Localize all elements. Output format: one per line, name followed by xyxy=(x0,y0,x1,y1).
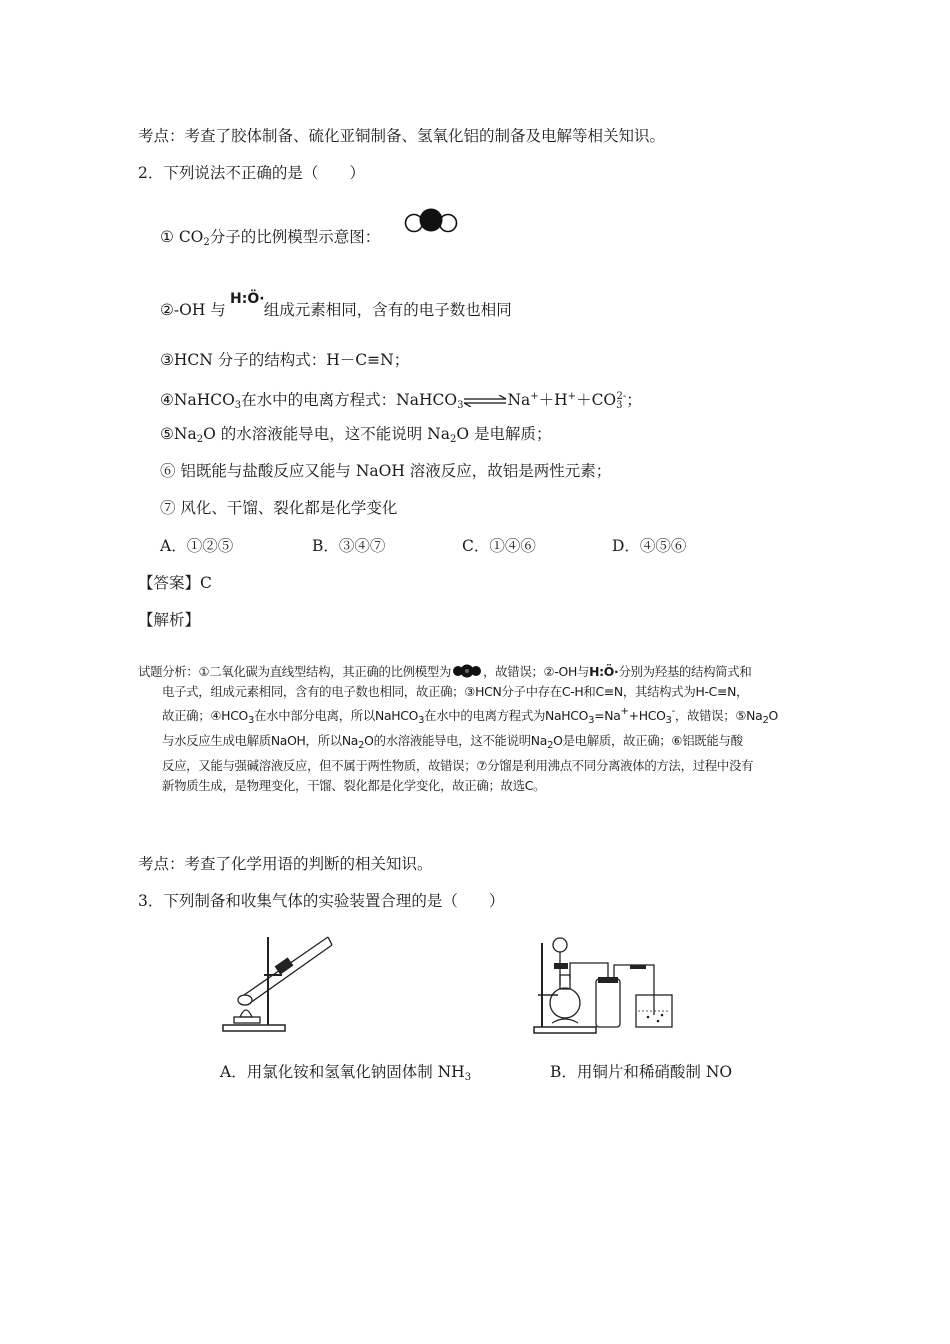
item4-sub1: 3 xyxy=(234,400,242,411)
q2-item-4 xyxy=(160,387,642,416)
analysis-l3s4: 3 xyxy=(665,715,672,726)
analysis-l3f: ，故错误；⑤Na xyxy=(674,708,763,723)
caption-b: B．用铜片和稀硝酸制 NO xyxy=(550,1063,733,1081)
analysis-text xyxy=(138,662,778,796)
analysis-line-5: 反应，又能与强碱溶液反应，但不属于两性物质，故错误；⑦分馏是利用沸点不同分离液体的方法，过程中没有 xyxy=(162,758,754,773)
analysis-l1b: ，故错误；②-OH与 xyxy=(483,664,590,679)
analysis-l3c: 在水中的电离方程式为NaHCO xyxy=(424,708,589,723)
q2-kaodian: 考点：考查了化学用语的判断的相关知识。 xyxy=(138,855,433,873)
analysis-l3d: =Na xyxy=(594,708,621,723)
item4-sub3: 3 xyxy=(616,400,623,411)
apparatus-b-diagram xyxy=(530,935,685,1035)
analysis-l3g: O xyxy=(768,708,778,723)
item4-sup3: 2- xyxy=(616,391,627,402)
analysis-l1d: 分别为羟基的结构简式和 xyxy=(618,664,752,679)
item5-b: O 的水溶液能导电，这不能说明 Na xyxy=(203,425,450,443)
item5-sub2: 2 xyxy=(449,434,457,445)
analysis-line-4 xyxy=(138,731,743,756)
analysis-l4a: 与水反应生成电解质NaOH，所以Na xyxy=(162,733,359,748)
item4-b: 在水中的电离方程式：NaHCO xyxy=(241,391,458,409)
item4-f: ； xyxy=(626,391,642,409)
hydroxyl-electron-formula: H:Ö· xyxy=(230,291,265,307)
q2-item-6: ⑥ 铝既能与盐酸反应又能与 NaOH 溶液反应，故铝是两性元素； xyxy=(160,462,612,480)
analysis-l3b: 在水中部分电离，所以NaHCO xyxy=(254,708,419,723)
item5-a: ⑤Na xyxy=(160,425,197,443)
item2-pre: ②-OH 与 xyxy=(160,301,226,319)
analysis-l4s1: 2 xyxy=(358,740,365,751)
analysis-line-6: 新物质生成，是物理变化，干馏、裂化都是化学变化，故正确；故选C。 xyxy=(162,778,546,793)
q2-item-3: ③HCN 分子的结构式：H－C≡N； xyxy=(160,351,410,369)
item4-c: Na xyxy=(507,391,531,409)
q3-stem: 3．下列制备和收集气体的实验装置合理的是（ ） xyxy=(138,892,505,910)
q2-stem: 2．下列说法不正确的是（ ） xyxy=(138,164,365,182)
item4-sup1: + xyxy=(530,391,539,402)
option-a: A．①②⑤ xyxy=(160,537,234,555)
analysis-l3a: 故正确；④HCO xyxy=(162,708,248,723)
item4-d: ＋H xyxy=(538,391,568,409)
item5-c: O 是电解质； xyxy=(456,425,552,443)
analysis-l3s5: 2 xyxy=(762,715,769,726)
analysis-l3sup1: + xyxy=(620,706,629,717)
analysis-line-3 xyxy=(138,702,778,731)
option-b: B．③④⑦ xyxy=(312,537,386,555)
item1-pre: ① CO xyxy=(160,228,204,246)
option-d: D．④⑤⑥ xyxy=(612,537,687,555)
item4-sup2: + xyxy=(567,391,577,402)
analysis-l4s2: 2 xyxy=(547,740,554,751)
analysis-line-1 xyxy=(138,662,752,682)
apparatus-a-diagram xyxy=(220,925,340,1035)
co2-space-filling-model-icon xyxy=(403,207,459,237)
analysis-l1c: H:Ö· xyxy=(589,664,619,679)
analysis-l3s3: 3 xyxy=(588,715,595,726)
item4-a: ④NaHCO xyxy=(160,391,235,409)
q1-kaodian: 考点：考查了胶体制备、硫化亚铜制备、氢氧化铝的制备及电解等相关知识。 xyxy=(138,127,666,145)
analysis-l3sup2: - xyxy=(671,706,675,717)
item4-sub2: 3 xyxy=(457,400,464,411)
analysis-l1a: 试题分析：①二氧化碳为直线型结构，其正确的比例模型为 xyxy=(138,664,452,679)
analysis-heading: 【解析】 xyxy=(138,611,201,629)
item1-post: 分子的比例模型示意图： xyxy=(209,228,381,246)
analysis-l4b: O的水溶液能导电，这不能说明Na xyxy=(364,733,548,748)
analysis-l3s2: 3 xyxy=(418,715,425,726)
caption-a-text: A．用氯化铵和氢氧化钠固体制 NH xyxy=(220,1063,465,1081)
item2-post: 组成元素相同，含有的电子数也相同 xyxy=(263,301,512,319)
analysis-l3e: +HCO xyxy=(628,708,666,723)
item5-sub1: 2 xyxy=(196,434,204,445)
item1-sub: 2 xyxy=(203,237,210,248)
q2-item-7: ⑦ 风化、干馏、裂化都是化学变化 xyxy=(160,499,398,517)
q2-item-5 xyxy=(160,424,551,450)
analysis-line-2: 电子式，组成元素相同，含有的电子数也相同，故正确；③HCN分子中存在C-H和C≡N，其结构式为H-C≡N， xyxy=(162,684,749,699)
option-c: C．①④⑥ xyxy=(462,537,536,555)
q2-item-1 xyxy=(160,227,380,253)
co2-model-small-icon xyxy=(451,664,483,678)
caption-a-sub: 3 xyxy=(464,1072,472,1083)
answer: 【答案】C xyxy=(138,574,212,592)
caption-a xyxy=(220,1062,471,1088)
item4-e: ＋CO xyxy=(576,391,617,409)
q2-item-2 xyxy=(160,300,512,320)
analysis-l3s1: 3 xyxy=(248,715,255,726)
analysis-l4c: O是电解质，故正确；⑥铝既能与酸 xyxy=(553,733,743,748)
